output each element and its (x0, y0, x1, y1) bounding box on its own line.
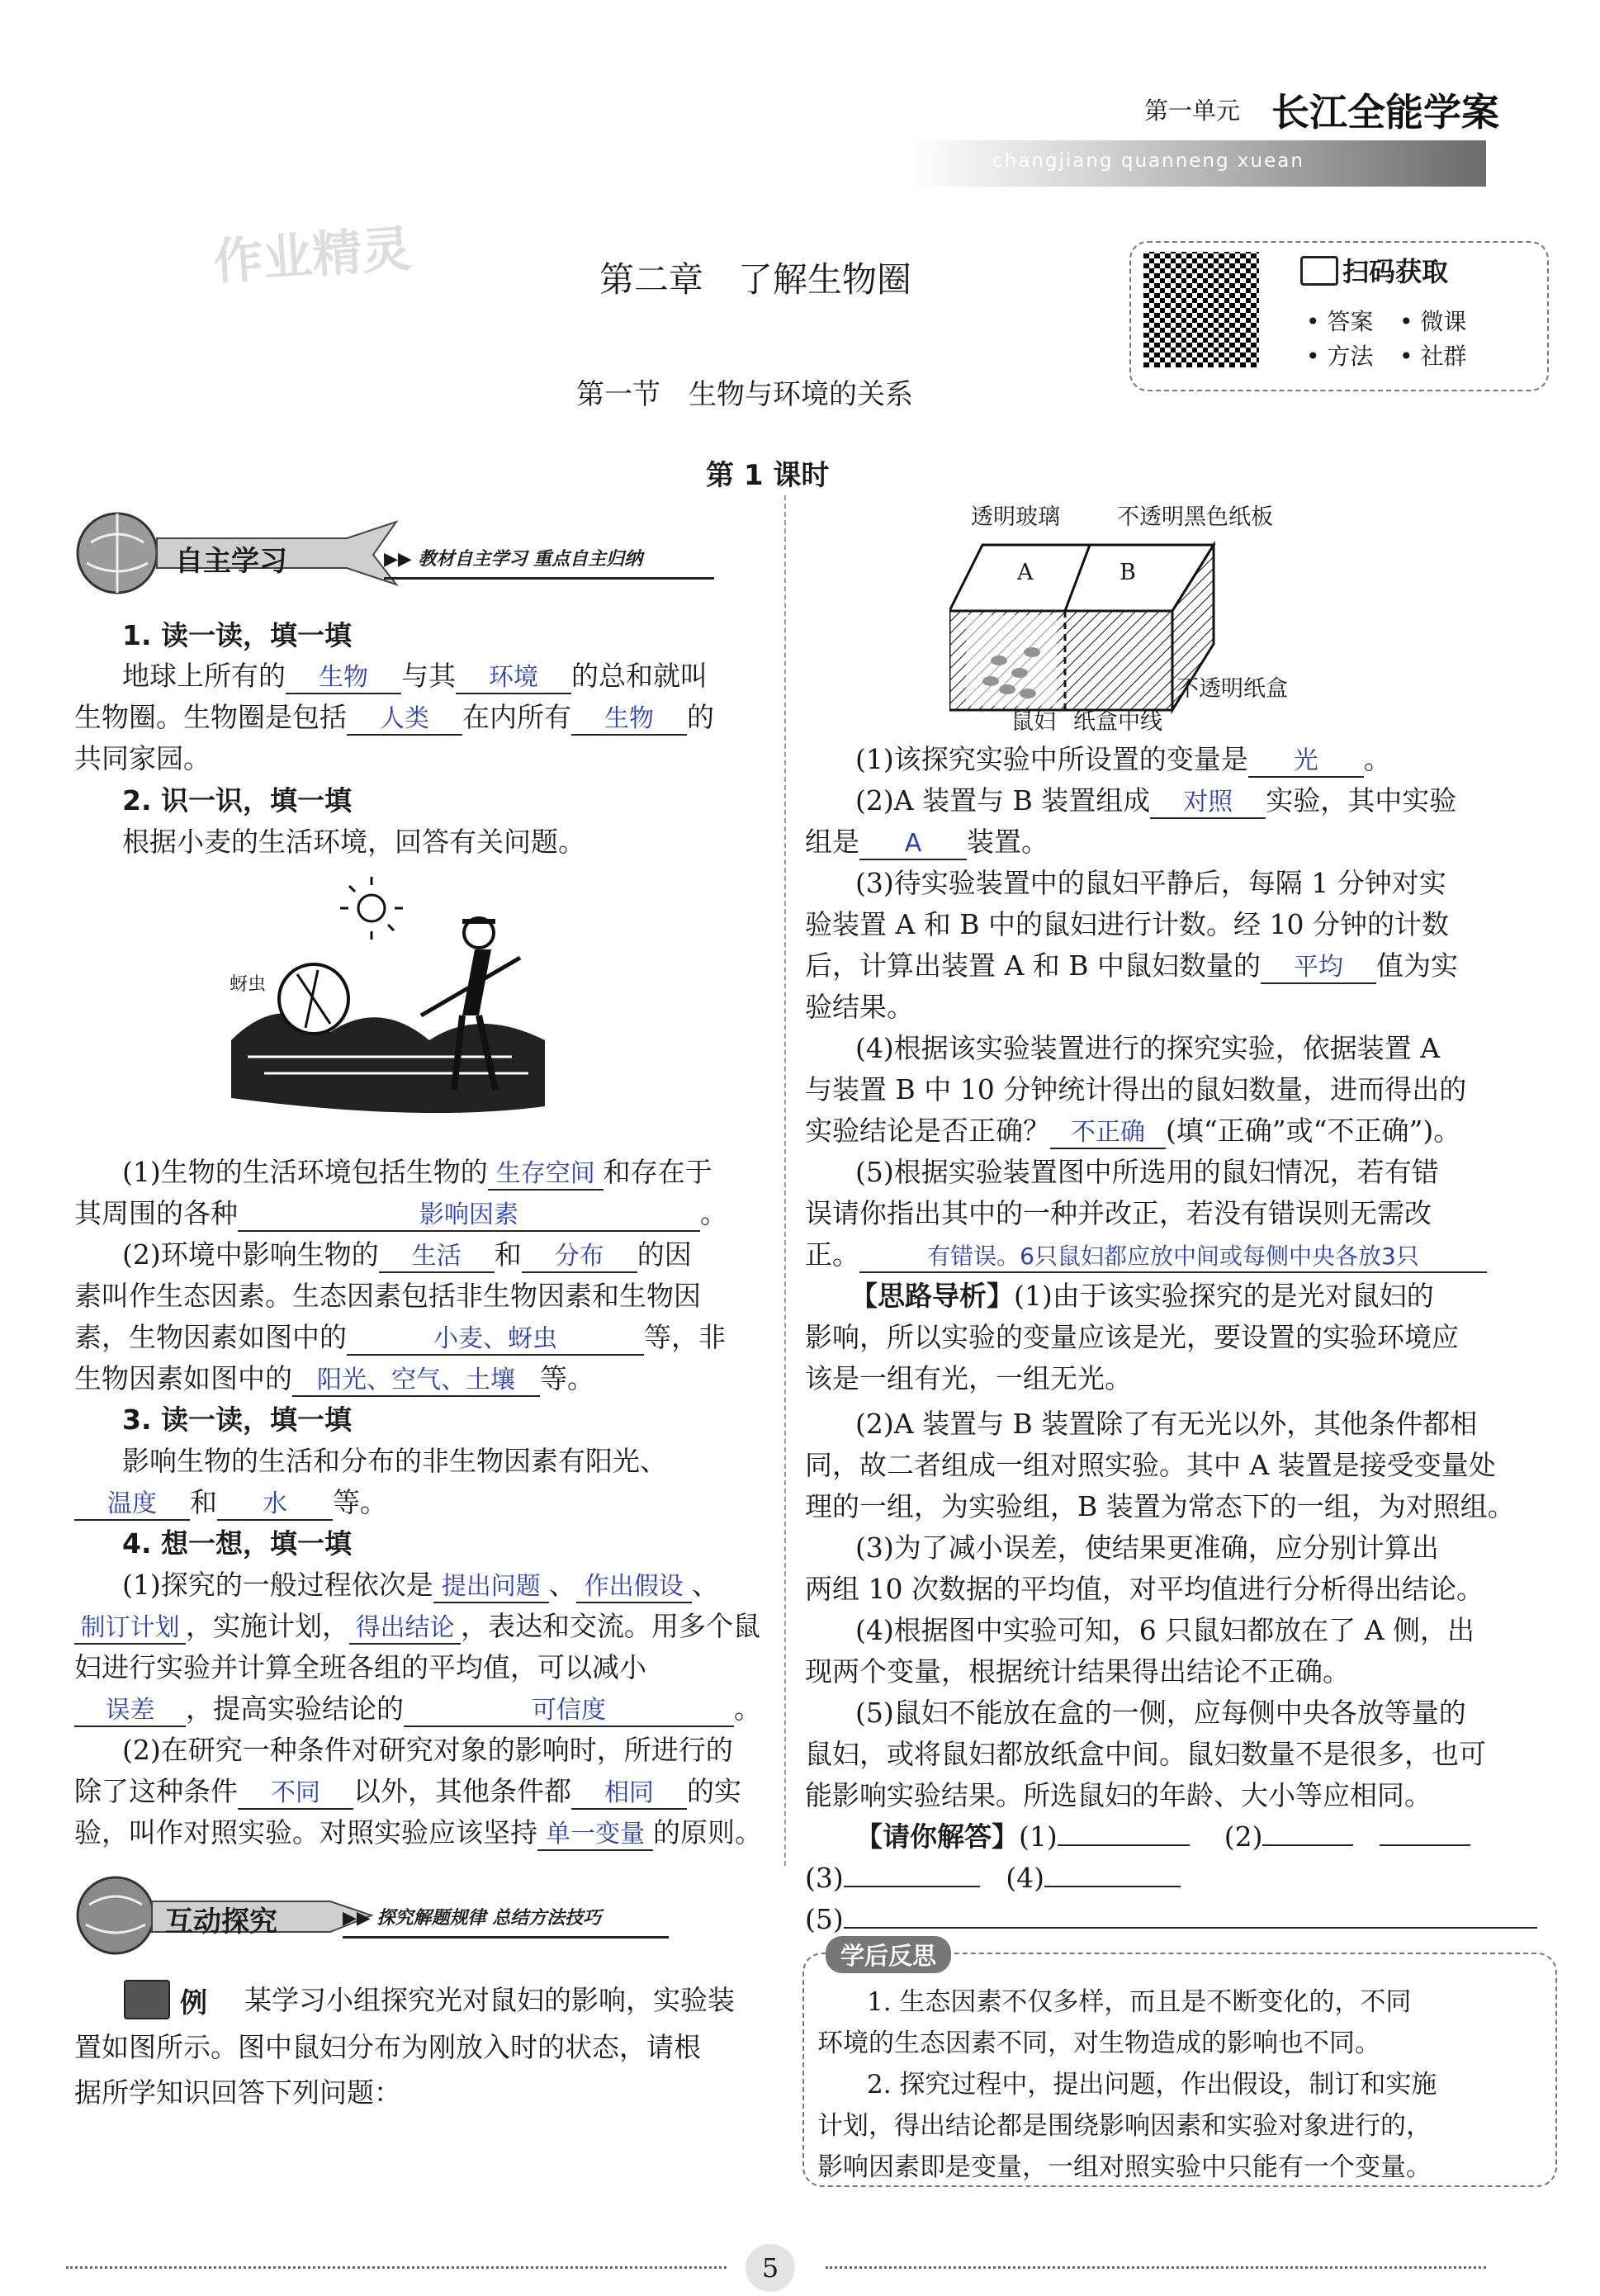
qr-title: 扫码获取 (1342, 256, 1449, 287)
globe-icon-2 (78, 1877, 154, 1953)
q4-line7: 验，叫作对照实验。对照实验应该坚持 单一变量 的原则。 (74, 1812, 768, 1853)
analysis-line7: (3)为了减小误差，使结果更准确，应分别计算出 (855, 1531, 1439, 1564)
label-glass: 透明玻璃 (971, 504, 1060, 530)
answer-line3: (5) (805, 1899, 1564, 1940)
rq1-answer[interactable]: 光 (1248, 746, 1364, 778)
qr-item-method: • 方法 (1306, 343, 1374, 370)
lesson-title: 第 1 课时 (706, 459, 830, 492)
q4-heading: 4. 想一想，填一填 (122, 1527, 352, 1560)
q1-answer-1[interactable]: 生物 (286, 663, 401, 694)
reflection-p2a: 2. 探究过程中，提出问题，作出假设，制订和实施 (867, 2070, 1437, 2100)
q2-s2-line3: 素，生物因素如图中的 小麦、蚜虫 等，非 (74, 1317, 760, 1358)
q4-answer-single-var[interactable]: 单一变量 (537, 1820, 653, 1851)
q4-line2: 制订计划 ，实施计划， 得出结论 ，表达和交流。用多个鼠 (74, 1606, 768, 1647)
q2-answer-factors[interactable]: 影响因素 (238, 1200, 700, 1232)
qr-icon (1300, 256, 1338, 286)
q1-answer-3[interactable]: 人类 (347, 704, 462, 736)
header-pinyin: changjiang quanneng xuean (992, 150, 1304, 172)
rq2-answer-1[interactable]: 对照 (1150, 788, 1266, 819)
example-label: 例 (180, 1986, 207, 2019)
q4-answer-question[interactable]: 提出问题 (433, 1572, 549, 1603)
analysis-line11: (5)鼠妇不能放在盒的一侧，应每侧中央各放等量的 (855, 1697, 1466, 1729)
q1-answer-4[interactable]: 生物 (571, 704, 687, 736)
interactive-subtitle: ▶▶ 探究解题规律 总结方法技巧 (343, 1904, 669, 1939)
chapter-title: 第二章 了解生物圈 (599, 259, 912, 300)
q4-answer-error[interactable]: 误差 (74, 1696, 186, 1727)
example-line3: 据所学知识回答下列问题： (74, 2076, 401, 2109)
rq4-line3: 实验结论是否正确？ 不正确 (填“正确”或“不正确”)。 (805, 1110, 1556, 1152)
footer-rule-right (826, 2266, 1486, 2269)
page-number: 5 (746, 2244, 795, 2292)
label-a: A (1014, 560, 1037, 585)
unit-label: 第一单元 (1144, 97, 1241, 125)
self-study-subtitle: ▶▶ 教材自主学习 重点自主归纳 (384, 545, 714, 580)
rq2-line1: (2)A 装置与 B 装置组成 对照 实验，其中实验 (855, 780, 1565, 821)
q1-line2: 生物圈。生物圈是包括 人类 在内所有 生物 的 (74, 697, 751, 738)
analysis-line5: 同，故二者组成一组对照实验。其中 A 装置是接受变量处 (805, 1449, 1496, 1481)
answer-line1: 【请你解答】(1) (2) (855, 1816, 1565, 1858)
q4-line3: 妇进行实验并计算全班各组的平均值，可以减小 (74, 1651, 646, 1683)
example-line1: 某学习小组探究光对鼠妇的影响，实验装 (244, 1984, 735, 2016)
q2-s2-line4: 生物因素如图中的 阳光、空气、土壤 等。 (74, 1358, 760, 1399)
answer-blank-4[interactable] (1044, 1886, 1181, 1887)
rq3-answer[interactable]: 平均 (1261, 953, 1376, 984)
answer-line2: (3) (4) (805, 1858, 1548, 1899)
label-midline: 纸盒中线 (1073, 709, 1162, 735)
answer-blank-2a[interactable] (1262, 1844, 1353, 1846)
q3-heading: 3. 读一读，填一填 (122, 1404, 352, 1436)
example-line2: 置如图所示。图中鼠妇分布为刚放入时的状态，请根 (74, 2031, 701, 2063)
q4-answer-diff[interactable]: 不同 (238, 1778, 353, 1810)
q2-answer-life[interactable]: 生活 (379, 1242, 495, 1273)
rq3-line3: 后，计算出装置 A 和 B 中鼠妇数量的 平均 值为实 (805, 945, 1548, 987)
analysis-line10: 现两个变量，根据统计结果得出结论不正确。 (805, 1655, 1350, 1688)
q3-line1: 影响生物的生活和分布的非生物因素有阳光、 (122, 1445, 667, 1477)
q2-answer-dist[interactable]: 分布 (522, 1242, 637, 1273)
q2-s1-line2: 其周围的各种 影响因素 。 (74, 1193, 760, 1234)
analysis-line4: (2)A 装置与 B 装置除了有无光以外，其他条件都相 (855, 1408, 1478, 1440)
rq4-answer[interactable]: 不正确 (1050, 1118, 1166, 1149)
reflection-p1b: 环境的生态因素不同，对生物造成的影响也不同。 (817, 2029, 1380, 2058)
rq5-line1: (5)根据实验装置图中所选用的鼠妇情况，若有错 (855, 1156, 1439, 1188)
q1-line1: 地球上所有的 生物 与其 环境 的总和就叫 (122, 656, 750, 697)
q2-intro: 根据小麦的生活环境，回答有关问题。 (122, 826, 585, 858)
answer-blank-2b[interactable] (1380, 1844, 1470, 1846)
sun-icon (358, 895, 385, 921)
q2-answer-bio[interactable]: 小麦、蚜虫 (347, 1324, 644, 1356)
analysis-line6: 理的一组，为实验组，B 装置为常态下的一组，为对照组。 (805, 1490, 1515, 1522)
q1-answer-2[interactable]: 环境 (456, 663, 571, 694)
qr-code[interactable] (1143, 252, 1259, 367)
q4-answer-hypothesis[interactable]: 作出假设 (576, 1572, 692, 1603)
q4-line5: (2)在研究一种条件对研究对象的影响时，所进行的 (122, 1734, 733, 1766)
label-woodlouse: 鼠妇 (1011, 709, 1056, 735)
rq3-line4: 验结果。 (805, 991, 914, 1023)
q2-answer-space[interactable]: 生存空间 (488, 1159, 604, 1191)
qr-item-group: • 社群 (1399, 343, 1467, 370)
section-title: 第一节 生物与环境的关系 (576, 378, 913, 411)
q2-s2-line2: 素叫作生态因素。生态因素包括非生物因素和生物因 (74, 1280, 701, 1312)
rq2-answer-2[interactable]: A (859, 829, 967, 860)
aphid-label: 蚜虫 (230, 974, 267, 995)
analysis-heading: 【思路导析】 (850, 1280, 1014, 1312)
qr-item-answer: • 答案 (1306, 308, 1374, 335)
answer-blank-5[interactable] (844, 1927, 1537, 1929)
analysis-line9: (4)根据图中实验可知，6 只鼠妇都放在了 A 侧，出 (855, 1614, 1475, 1646)
rq4-line2: 与装置 B 中 10 分钟统计得出的鼠妇数量，进而得出的 (805, 1073, 1467, 1105)
q3-answer-water[interactable]: 水 (217, 1489, 333, 1521)
rq5-line3: 正。 有错误。6只鼠妇都应放中间或每侧中央各放3只 (805, 1234, 1556, 1276)
qr-item-video: • 微课 (1399, 308, 1467, 335)
q4-line1: (1)探究的一般过程依次是 提出问题 、 作出假设 、 (122, 1565, 766, 1606)
q3-answer-temp[interactable]: 温度 (74, 1489, 190, 1521)
analysis-line1: 【思路导析】(1)由于该实验探究的是光对鼠妇的 (850, 1280, 1434, 1312)
rq3-line1: (3)待实验装置中的鼠妇平静后，每隔 1 分钟对实 (855, 867, 1446, 899)
rq5-line2: 误请你指出其中的一种并改正，若没有错误则无需改 (805, 1197, 1432, 1229)
q2-heading: 2. 识一识，填一填 (122, 784, 352, 817)
watermark: 作业精灵 (211, 220, 414, 292)
label-opaque-box: 不透明纸盒 (1176, 676, 1288, 702)
brand-logo: 长江全能学案 (1271, 90, 1499, 135)
q4-answer-same[interactable]: 相同 (571, 1778, 687, 1810)
q2-answer-abio[interactable]: 阳光、空气、土壤 (292, 1366, 540, 1397)
q4-answer-plan[interactable]: 制订计划 (74, 1613, 186, 1645)
rq3-line2: 验装置 A 和 B 中的鼠妇进行计数。经 10 分钟的计数 (805, 908, 1450, 940)
analysis-line3: 该是一组有光，一组无光。 (805, 1362, 1132, 1394)
reflection-p2b: 计划，得出结论都是围绕影响因素和实验对象进行的， (817, 2111, 1432, 2141)
wheat-field-illustration (215, 875, 627, 1139)
q4-answer-conclusion[interactable]: 得出结论 (349, 1613, 461, 1645)
analysis-line12: 鼠妇，或将鼠妇都放纸盒中间。鼠妇数量不是很多，也可 (805, 1738, 1486, 1770)
q2-s1-line1: (1)生物的生活环境包括生物的 生存空间 和存在于 (122, 1152, 758, 1193)
answer-blank-1[interactable] (1058, 1844, 1190, 1846)
rq2-line2: 组是 A 装置。 (805, 821, 1548, 863)
reflection-p2c: 影响因素即是变量，一组对照实验中只能有一个变量。 (817, 2152, 1432, 2182)
reflection-p1a: 1. 生态因素不仅多样，而且是不断变化的，不同 (867, 1987, 1412, 2017)
interactive-label: 互动探究 (165, 1905, 277, 1939)
q1-line3: 共同家园。 (74, 742, 211, 774)
q4-answer-credibility[interactable]: 可信度 (404, 1696, 734, 1727)
answer-heading: 【请你解答】 (855, 1820, 1019, 1853)
q3-line2: 温度 和 水 等。 (74, 1482, 760, 1523)
rq1: (1)该探究实验中所设置的变量是 光 。 (855, 739, 1565, 780)
q4-line4: 误差 ，提高实验结论的 可信度 。 (74, 1688, 768, 1730)
q1-heading: 1. 读一读，填一填 (122, 619, 352, 651)
rq5-answer[interactable]: 有错误。6只鼠妇都应放中间或每侧中央各放3只 (859, 1242, 1487, 1273)
rq4-line1: (4)根据该实验装置进行的探究实验，依据装置 A (855, 1032, 1441, 1064)
label-black-board: 不透明黑色纸板 (1117, 504, 1273, 530)
analysis-line2: 影响，所以实验的变量应该是光，要设置的实验环境应 (805, 1321, 1459, 1353)
example-icon (124, 1980, 170, 2019)
q2-s2-line1: (2)环境中影响生物的 生活 和 分布 的因 (122, 1234, 758, 1276)
analysis-line8: 两组 10 次数据的平均值，对平均值进行分析得出结论。 (805, 1573, 1484, 1605)
answer-blank-3[interactable] (844, 1886, 980, 1887)
footer-rule-left (66, 2266, 727, 2269)
q4-line6: 除了这种条件 不同 以外，其他条件都 相同 的实 (74, 1771, 768, 1812)
self-study-label: 自主学习 (175, 545, 287, 578)
label-b: B (1116, 560, 1139, 585)
reflection-tag: 学后反思 (826, 1936, 951, 1973)
column-divider (784, 495, 786, 1866)
analysis-line13: 能影响实验结果。所选鼠妇的年龄、大小等应相同。 (805, 1779, 1432, 1811)
